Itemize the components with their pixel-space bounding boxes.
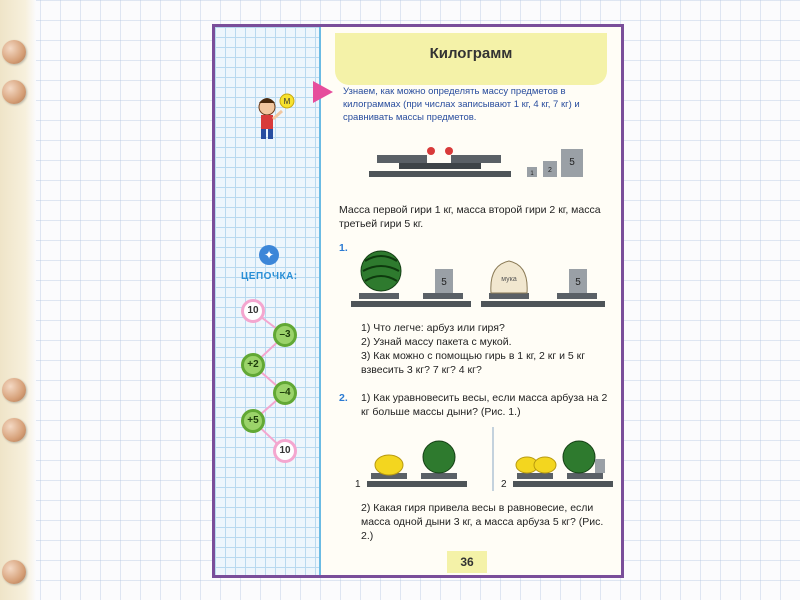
textbook-page <box>212 24 624 578</box>
left-margin-column <box>215 27 321 575</box>
chain-node-op: –3 <box>273 323 297 347</box>
chain-title: ЦЕПОЧКА: <box>241 271 298 282</box>
decorative-bead <box>2 560 26 584</box>
task1-question: 3) Как можно с помощью гирь в 1 кг, 2 кг и 5 кг взвесить 3 кг? 7 кг? 4 кг? <box>361 350 586 376</box>
mascot-badge-letter: М <box>283 97 291 106</box>
weights-description: Масса первой гири 1 кг, масса второй гири 2 кг, масса третьей гири 5 кг. <box>339 204 601 230</box>
star-icon: ✦ <box>259 245 279 265</box>
chain-node-start: 10 <box>241 299 265 323</box>
page-number: 36 <box>447 551 487 573</box>
decorative-bead <box>2 80 26 104</box>
figure-label: 1 <box>355 479 361 490</box>
weight-label: 5 <box>569 157 575 168</box>
weight-label: 5 <box>575 277 581 288</box>
page-title: Килограмм <box>429 45 513 62</box>
decorative-bead <box>2 378 26 402</box>
task2-question2: 2) Какая гиря привела весы в равновесие, если масса одной дыни 3 кг, а масса арбуза 5 кг? (Рис. 2.) <box>361 502 604 542</box>
flour-bag-label: мука <box>501 276 517 283</box>
task1-question: 2) Узнай массу пакета с мукой. <box>361 336 512 348</box>
content-column <box>321 27 621 575</box>
decorative-bead <box>2 40 26 64</box>
pointer-arrow-icon <box>313 81 333 103</box>
chain-node-op: +5 <box>241 409 265 433</box>
chain-connectors <box>215 27 319 578</box>
task-number: 2. <box>339 392 348 404</box>
chain-node-op: –4 <box>273 381 297 405</box>
balance-scale-illustration <box>369 137 609 185</box>
weight-label: 5 <box>441 277 447 288</box>
title-banner <box>335 33 607 85</box>
task1-illustration <box>351 237 611 317</box>
lesson-intro: Узнаем, как можно определять массу предметов в килограммах (при числах записывают 1 кг, 4 кг, 7 кг) и сравнивать массы предметов. <box>343 86 580 123</box>
task2-illustrations <box>351 427 621 497</box>
decorative-bead <box>2 418 26 442</box>
task-number: 1. <box>339 242 348 254</box>
chain-node-op: +2 <box>241 353 265 377</box>
task1-question: 1) Что легче: арбуз или гиря? <box>361 322 505 334</box>
chain-node-end: 10 <box>273 439 297 463</box>
weight-label: 1 <box>530 171 534 177</box>
weight-label: 2 <box>548 167 552 174</box>
figure-label: 2 <box>501 479 507 490</box>
task2-question1: 1) Как уравновесить весы, если масса арбуза на 2 кг больше массы дыни? (Рис. 1.) <box>361 392 608 418</box>
